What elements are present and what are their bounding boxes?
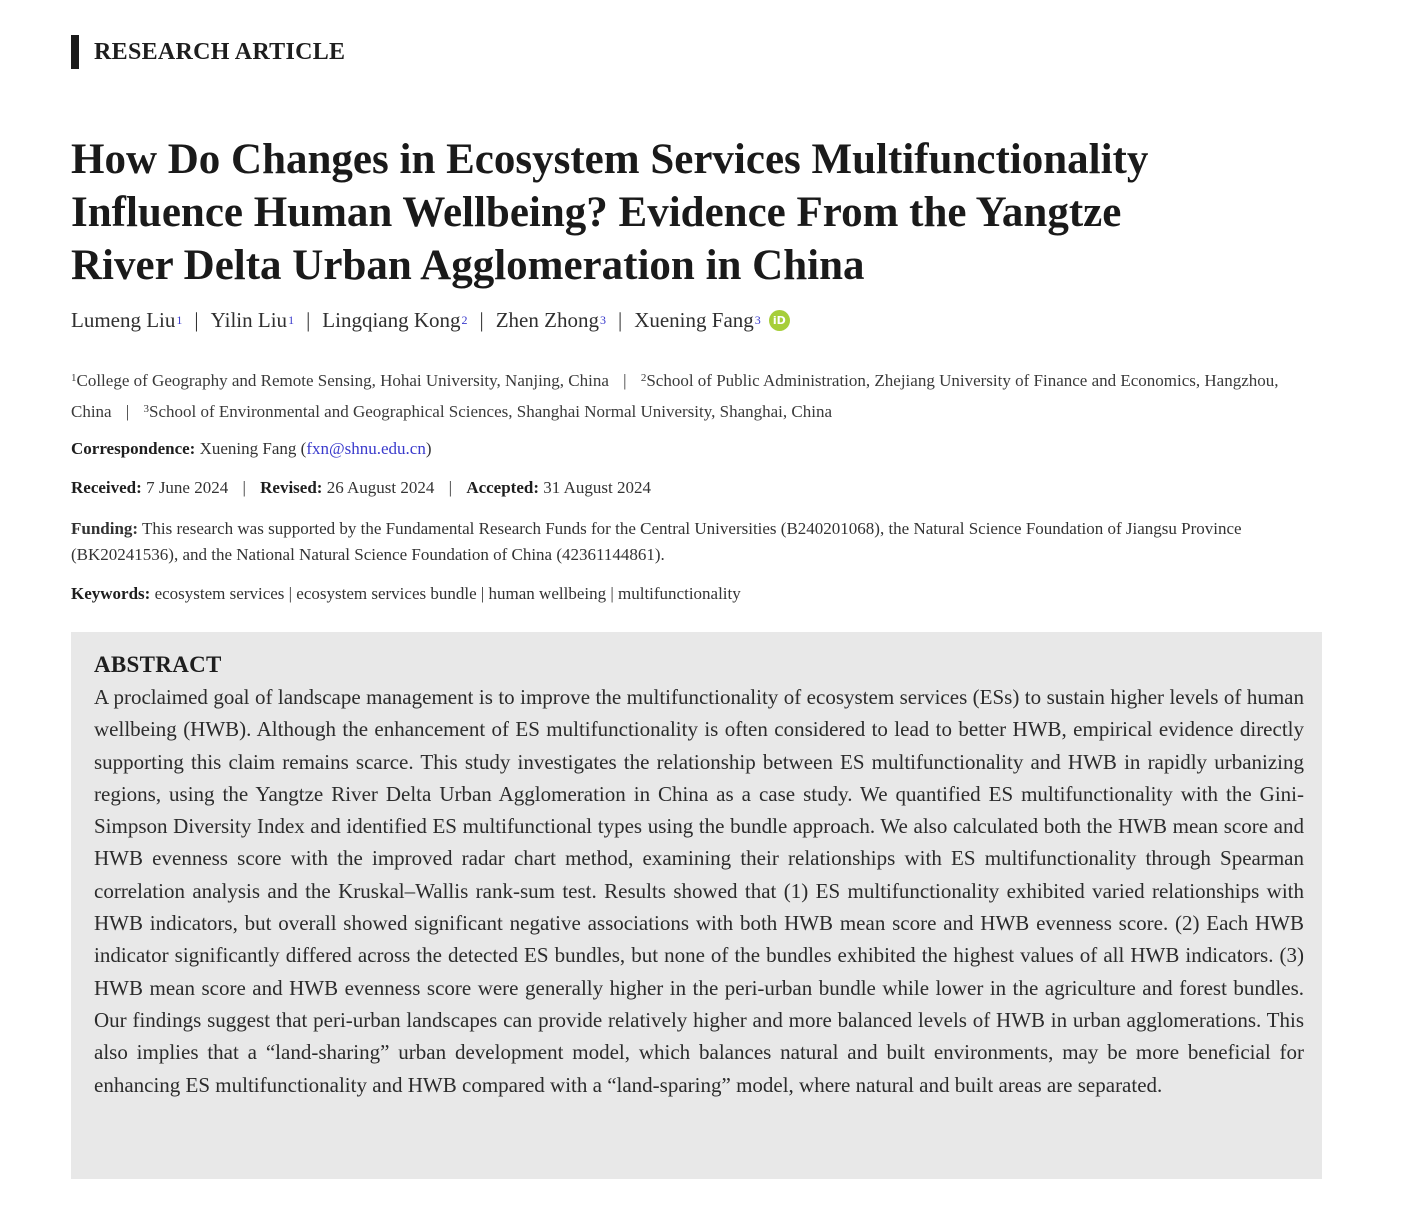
author-list bbox=[71, 308, 790, 333]
affiliations bbox=[71, 364, 1311, 426]
author-separator: | bbox=[617, 308, 623, 332]
abstract-text: A proclaimed goal of landscape management is to improve the multifunctionality of ecosystem services (ESs) to sustain higher levels of human wellbeing (HWB). Although the enhancement of ES multifunctionality is often considered to lead to better HWB, empirical evidence directly supporting this claim remains scarce. This study investigates the relationship between ES multifunctionality and HWB in rapidly urbanizing regions, using the Yangtze River Delta Urban Agglomeration in China as a case study. We quantified ES multifunctionality with the Gini-Simpson Diversity Index and identified ES multifunctional types using the bundle approach. We also calculated both the HWB mean score and HWB evenness score with the improved radar chart method, examining their relationships with ES multifunctionality through Spearman correlation analysis and the Kruskal–Wallis rank-sum test. Results showed that (1) ES multifunctionality exhibited varied relationships with HWB indicators, but overall showed significant negative associations with both HWB mean score and HWB evenness score. (2) Each HWB indicator significantly differed across the detected ES bundles, but none of the bundles exhibited the highest values of all HWB indicators. (3) HWB mean score and HWB evenness score were generally higher in the peri-urban bundle while lower in the agriculture and forest bundles. Our findings suggest that peri-urban landscapes can provide relatively higher and more balanced levels of HWB in urban agglomerations. This also implies that a “land-sharing” urban development model, which balances natural and built environments, may be more beneficial for enhancing ES multifunctionality and HWB compared with a “land-sparing” model, where natural and built areas are separated. bbox=[94, 685, 1304, 1097]
keywords-line bbox=[71, 584, 741, 604]
affil-text: School of Public Administration, Zhejiang University of Finance and Economics, Hangzhou, China bbox=[71, 371, 1279, 421]
orcid-icon[interactable]: iD bbox=[769, 310, 790, 331]
correspondence-label: Correspondence: bbox=[71, 439, 196, 458]
correspondence-name: Xuening Fang ( bbox=[199, 439, 307, 458]
affil-number: 2 bbox=[640, 372, 647, 384]
affil-text: School of Environmental and Geographical Sciences, Shanghai Normal University, Shanghai, China bbox=[149, 402, 833, 421]
keywords-label: Keywords: bbox=[71, 584, 151, 603]
funding-label: Funding: bbox=[71, 519, 139, 538]
author-name[interactable]: Zhen Zhong bbox=[495, 308, 599, 332]
author-separator: | bbox=[194, 308, 199, 332]
revised-label: Revised: bbox=[260, 478, 323, 497]
affil-separator: | bbox=[125, 402, 130, 421]
author-affil-ref[interactable]: 3 bbox=[599, 313, 606, 327]
accepted-label: Accepted: bbox=[466, 478, 540, 497]
revised-date: 26 August 2024 bbox=[326, 478, 435, 497]
author-name[interactable]: Lingqiang Kong bbox=[322, 308, 461, 332]
dates-line bbox=[71, 478, 651, 498]
affil-number: 3 bbox=[143, 403, 150, 415]
correspondence-close: ) bbox=[425, 439, 432, 458]
title-line-1: How Do Changes in Ecosystem Services Multifunctionality bbox=[71, 136, 1149, 183]
date-separator: | bbox=[448, 478, 453, 497]
affil-number: 1 bbox=[71, 372, 77, 384]
author-name[interactable]: Yilin Liu bbox=[210, 308, 288, 332]
keywords-text: ecosystem services | ecosystem services bundle | human wellbeing | multifunctionality bbox=[154, 584, 741, 603]
abstract-section bbox=[71, 632, 1322, 1179]
abstract-heading: ABSTRACT bbox=[94, 652, 222, 677]
affil-text: College of Geography and Remote Sensing, Hohai University, Nanjing, China bbox=[76, 371, 609, 390]
author-name[interactable]: Xuening Fang bbox=[634, 308, 754, 332]
accepted-date: 31 August 2024 bbox=[543, 478, 651, 497]
affil-separator: | bbox=[623, 371, 627, 390]
title-line-3: River Delta Urban Agglomeration in China bbox=[71, 242, 865, 289]
date-separator: | bbox=[242, 478, 246, 497]
author-affil-ref[interactable]: 2 bbox=[461, 313, 468, 327]
author-separator: | bbox=[479, 308, 484, 332]
funding-statement bbox=[71, 516, 1321, 568]
label-bar-marker bbox=[71, 35, 79, 69]
author-separator: | bbox=[306, 308, 311, 332]
article-type-text: RESEARCH ARTICLE bbox=[94, 38, 346, 65]
received-label: Received: bbox=[71, 478, 142, 497]
received-date: 7 June 2024 bbox=[146, 478, 229, 497]
author-affil-ref[interactable]: 3 bbox=[754, 313, 761, 327]
author-affil-ref[interactable]: 1 bbox=[176, 313, 183, 327]
article-type-label bbox=[71, 35, 345, 69]
correspondence-line bbox=[71, 439, 432, 459]
author-affil-ref[interactable]: 1 bbox=[288, 313, 295, 327]
paper-title bbox=[71, 133, 1341, 292]
title-line-2: Influence Human Wellbeing? Evidence From the Yangtze bbox=[71, 189, 1122, 236]
author-name[interactable]: Lumeng Liu bbox=[71, 308, 176, 332]
funding-text: This research was supported by the Fundamental Research Funds for the Central Universities (B240201068), the Natural Science Foundation of Jiangsu Province (BK20241536), and the National Natural Science Foundation of China (42361144861). bbox=[71, 519, 1242, 564]
correspondence-email-link[interactable]: fxn@shnu.edu.cn bbox=[306, 439, 426, 458]
